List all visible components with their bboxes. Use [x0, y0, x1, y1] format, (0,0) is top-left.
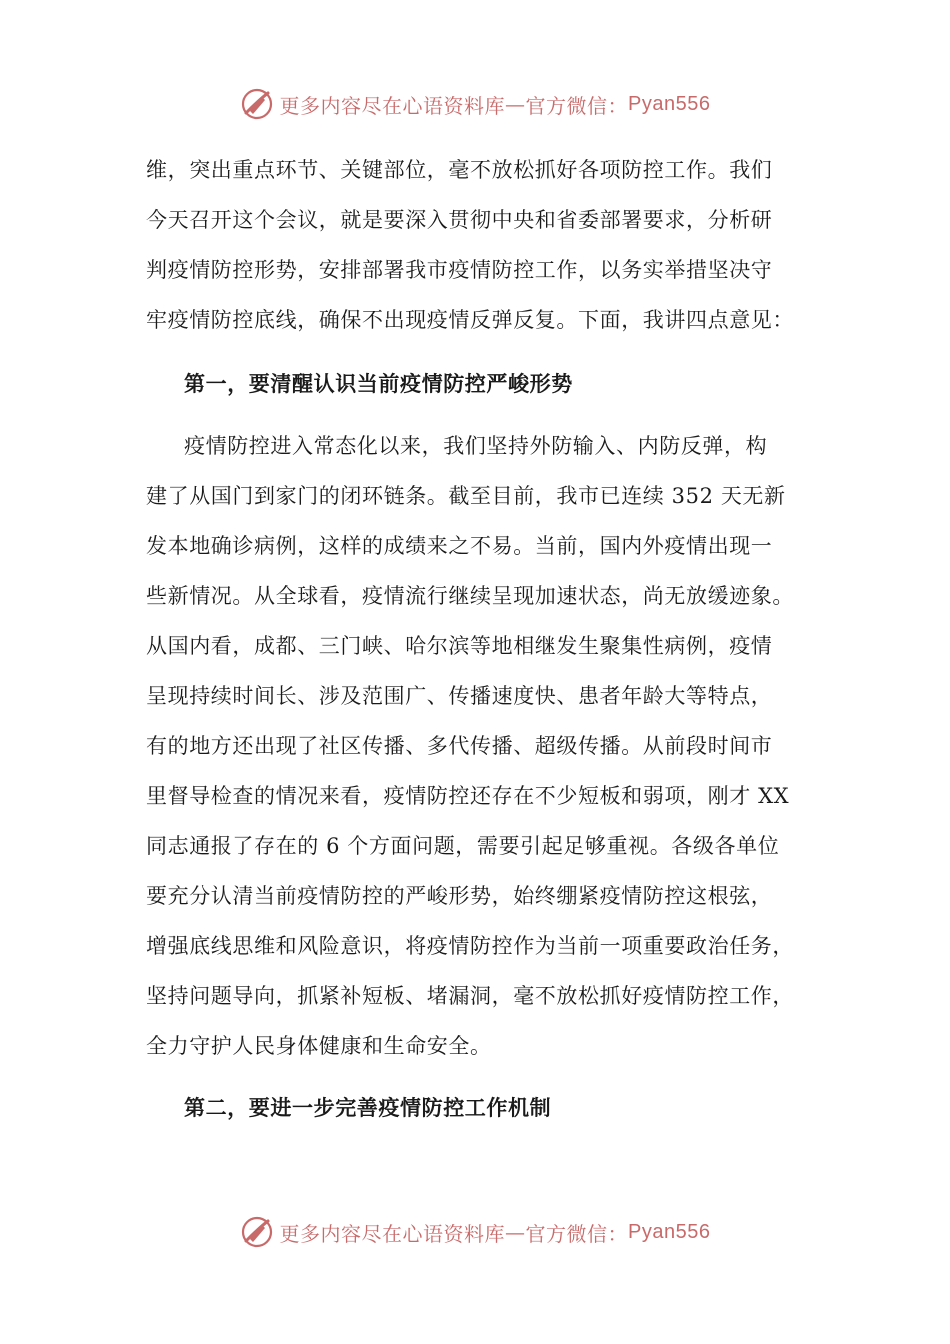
section1-heading: 第一，要清醒认识当前疫情防控严峻形势 — [184, 372, 573, 396]
pen-logo-icon — [240, 87, 274, 121]
intro-line-4: 牢疫情防控底线，确保不出现疫情反弹反复。下面，我讲四点意见： — [146, 308, 794, 332]
section1-line-10: 要充分认清当前疫情防控的严峻形势，始终绷紧疫情防控这根弦， — [146, 884, 773, 908]
section1-line-6: 呈现持续时间长、涉及范围广、传播速度快、患者年龄大等特点， — [146, 684, 773, 708]
watermark-wechat-label: 官方微信： — [525, 93, 629, 118]
watermark-site: 更多内容尽在心语资料库 — [279, 93, 506, 118]
watermark-banner-top — [0, 82, 950, 126]
watermark-banner-bottom — [0, 1210, 950, 1254]
section2-heading: 第二，要进一步完善疫情防控工作机制 — [184, 1096, 552, 1120]
intro-line-1: 维，突出重点环节、关键部位，毫不放松抓好各项防控工作。我们 — [146, 158, 773, 182]
section1-line-4: 些新情况。从全球看，疫情流行继续呈现加速状态，尚无放缓迹象。 — [146, 584, 794, 608]
section1-line-3: 发本地确诊病例，这样的成绩来之不易。当前，国内外疫情出现一 — [146, 534, 773, 558]
section1-line-9: 同志通报了存在的 6 个方面问题，需要引起足够重视。各级各单位 — [146, 834, 780, 858]
section1-line-7: 有的地方还出现了社区传播、多代传播、超级传播。从前段时间市 — [146, 734, 773, 758]
section1-line-1: 疫情防控进入常态化以来，我们坚持外防输入、内防反弹，构 — [184, 434, 768, 458]
section1-line-11: 增强底线思维和风险意识，将疫情防控作为当前一项重要政治任务， — [146, 934, 794, 958]
watermark-wechat-label: 官方微信： — [525, 1221, 629, 1246]
watermark-wechat-id: Pyan556 — [628, 1220, 711, 1243]
watermark-wechat-id: Pyan556 — [628, 92, 711, 115]
intro-line-2: 今天召开这个会议，就是要深入贯彻中央和省委部署要求，分析研 — [146, 208, 773, 232]
section1-line-12: 坚持问题导向，抓紧补短板、堵漏洞，毫不放松抓好疫情防控工作， — [146, 984, 794, 1008]
section1-line-5: 从国内看，成都、三门峡、哈尔滨等地相继发生聚集性病例，疫情 — [146, 634, 773, 658]
pen-logo-icon — [240, 1215, 274, 1249]
section1-line-8: 里督导检查的情况来看，疫情防控还存在不少短板和弱项，刚才 XX — [146, 784, 790, 808]
watermark-dash: — — [505, 92, 526, 116]
intro-line-3: 判疫情防控形势，安排部署我市疫情防控工作，以务实举措坚决守 — [146, 258, 773, 282]
watermark-dash: — — [505, 1220, 526, 1244]
section1-line-2: 建了从国门到家门的闭环链条。截至目前，我市已连续 352 天无新 — [146, 484, 786, 508]
section1-line-13: 全力守护人民身体健康和生命安全。 — [146, 1034, 492, 1058]
watermark-site: 更多内容尽在心语资料库 — [279, 1221, 506, 1246]
